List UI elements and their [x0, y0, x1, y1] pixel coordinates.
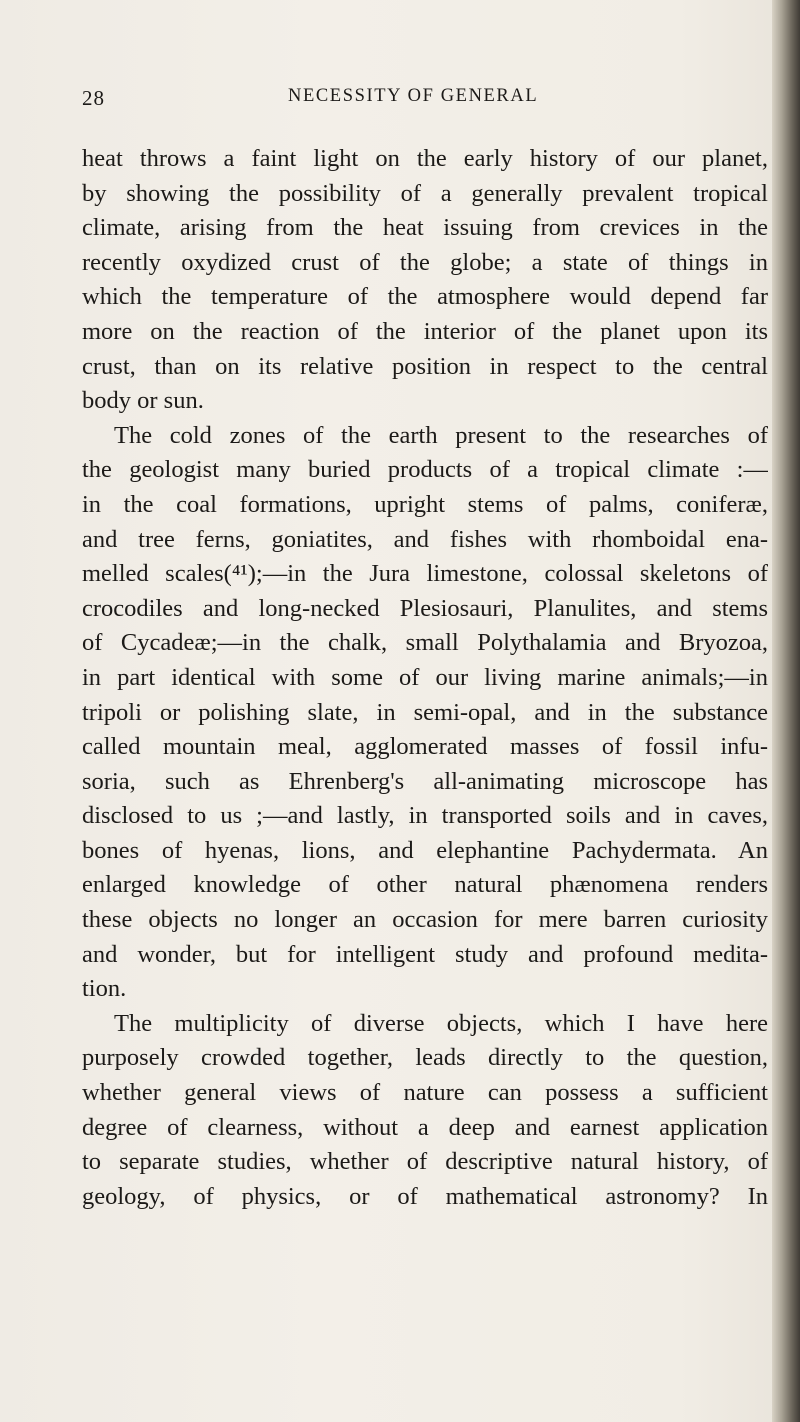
text-line: by showing the possibility of a generally prevalent tropical: [82, 179, 768, 207]
text-line: in part identical with some of our living marine animals;—in: [82, 663, 768, 691]
text-line: of Cycadeæ;—in the chalk, small Polythalamia and Bryozoa,: [82, 629, 768, 657]
running-head: NECESSITY OF GENERAL: [288, 86, 539, 106]
text-line: degree of clearness, without a deep and earnest application: [82, 1113, 768, 1141]
text-line: purposely crowded together, leads directly to the question,: [82, 1044, 768, 1072]
text-line: The multiplicity of diverse objects, which I have here: [114, 1009, 768, 1037]
text-line: soria, such as Ehrenberg's all-animating microscope has: [82, 767, 768, 795]
text-line: crocodiles and long-necked Plesiosauri, Planulites, and stems: [82, 594, 768, 622]
page-edge-shadow: [772, 0, 800, 1422]
text-line: climate, arising from the heat issuing from crevices in the: [82, 214, 768, 242]
text-line: to separate studies, whether of descriptive natural history, of: [82, 1148, 768, 1176]
text-line: disclosed to us ;—and lastly, in transported soils and in caves,: [82, 802, 768, 830]
text-line: melled scales(⁴¹);—in the Jura limestone, colossal skeletons of: [82, 560, 768, 588]
text-line: which the temperature of the atmosphere would depend far: [82, 283, 768, 311]
body-text: [82, 142, 768, 1214]
text-line: tion.: [82, 975, 127, 1003]
text-line: more on the reaction of the interior of the planet upon its: [82, 317, 768, 345]
text-line: called mountain meal, agglomerated masses of fossil infu-: [82, 733, 768, 761]
page-number: 28: [82, 86, 105, 110]
text-line: crust, than on its relative position in respect to the central: [82, 352, 768, 380]
text-line: heat throws a faint light on the early history of our planet,: [82, 145, 768, 172]
text-line: enlarged knowledge of other natural phænomena renders: [82, 871, 768, 899]
text-line: the geologist many buried products of a tropical climate :—: [82, 456, 768, 484]
text-line: tripoli or polishing slate, in semi-opal, and in the substance: [82, 698, 768, 726]
text-line: these objects no longer an occasion for mere barren curiosity: [82, 906, 768, 934]
text-line: recently oxydized crust of the globe; a state of things in: [82, 248, 768, 276]
text-line: in the coal formations, upright stems of palms, coniferæ,: [82, 490, 768, 518]
text-line: whether general views of nature can possess a sufficient: [82, 1079, 768, 1107]
text-line: body or sun.: [82, 387, 204, 415]
text-line: geology, of physics, or of mathematical astronomy? In: [82, 1182, 768, 1210]
text-line: and tree ferns, goniatites, and fishes with rhomboidal ena-: [82, 525, 768, 553]
text-line: and wonder, but for intelligent study and profound medita-: [82, 940, 768, 968]
text-line: bones of hyenas, lions, and elephantine Pachydermata. An: [82, 836, 768, 864]
text-line: The cold zones of the earth present to the researches of: [114, 421, 768, 449]
page-header: [82, 86, 762, 126]
